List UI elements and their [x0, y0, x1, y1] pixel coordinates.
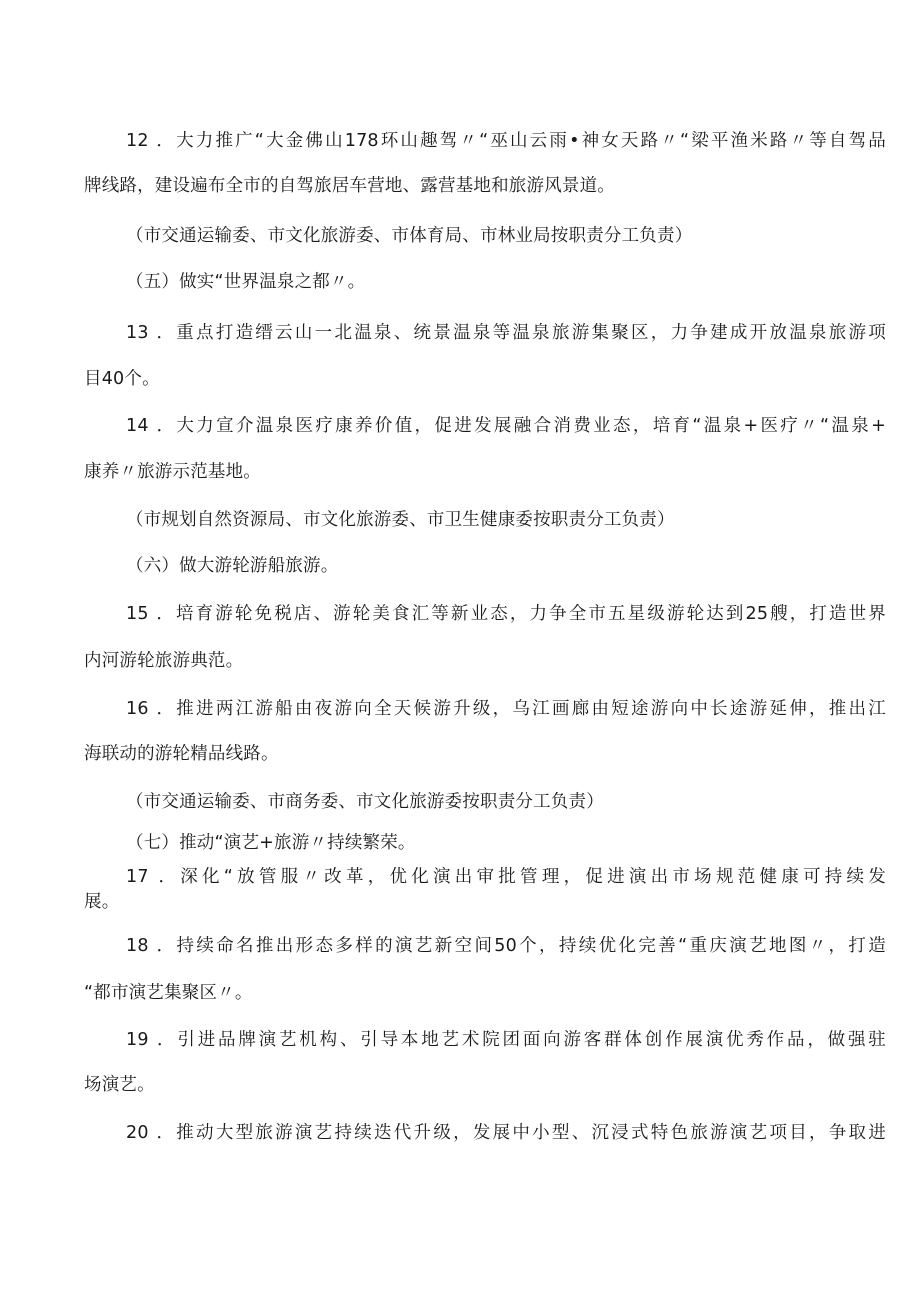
paragraph-13-line-2: 目40个。 — [84, 369, 160, 389]
paragraph-16-line-1: 16 ．推进两江游船由夜游向全天候游升级，乌江画廊由短途游向中长途游延伸，推出江 — [126, 699, 886, 719]
section-heading-5: （五）做实“世界温泉之都〃。 — [126, 272, 366, 292]
responsibility-note-2: （市规划自然资源局、市文化旅游委、市卫生健康委按职责分工负责） — [126, 510, 675, 530]
paragraph-19-line-2: 场演艺。 — [84, 1075, 155, 1095]
responsibility-note-1: （市交通运输委、市文化旅游委、市体育局、市林业局按职责分工负责） — [126, 226, 693, 246]
paragraph-12-line-1: 12 ．大力推广“大金佛山178环山趣驾〃“巫山云雨•神女天路〃“梁平渔米路〃等自驾品 — [126, 131, 886, 151]
paragraph-17-line-1: 17 ．深化“放管服〃改革，优化演出审批管理，促进演出市场规范健康可持续发 — [126, 867, 886, 887]
paragraph-17-line-2: 展。 — [84, 892, 120, 912]
section-heading-7: （七）推动“演艺+旅游〃持续繁荣。 — [126, 833, 416, 853]
paragraph-14-line-1: 14 ．大力宣介温泉医疗康养价值，促进发展融合消费业态，培育“温泉+医疗〃“温泉+ — [126, 416, 886, 436]
paragraph-15-line-1: 15 ．培育游轮免税店、游轮美食汇等新业态，力争全市五星级游轮达到25艘，打造世界 — [126, 604, 886, 624]
paragraph-16-line-2: 海联动的游轮精品线路。 — [84, 744, 279, 764]
paragraph-18-line-2: “都市演艺集聚区〃。 — [84, 983, 253, 1003]
section-heading-6: （六）做大游轮游船旅游。 — [126, 556, 339, 576]
paragraph-12-line-2: 牌线路，建设遍布全市的自驾旅居车营地、露营基地和旅游风景道。 — [84, 176, 615, 196]
responsibility-note-3: （市交通运输委、市商务委、市文化旅游委按职责分工负责） — [126, 792, 604, 812]
paragraph-18-line-1: 18 ．持续命名推出形态多样的演艺新空间50个，持续优化完善“重庆演艺地图〃，打造 — [126, 936, 886, 956]
paragraph-14-line-2: 康养〃旅游示范基地。 — [84, 462, 261, 482]
paragraph-13-line-1: 13 ．重点打造缙云山一北温泉、统景温泉等温泉旅游集聚区，力争建成开放温泉旅游项 — [126, 323, 886, 343]
paragraph-19-line-1: 19 ．引进品牌演艺机构、引导本地艺术院团面向游客群体创作展演优秀作品，做强驻 — [126, 1030, 886, 1050]
paragraph-20-line-1: 20 ．推动大型旅游演艺持续迭代升级，发展中小型、沉浸式特色旅游演艺项目，争取进 — [126, 1123, 886, 1143]
paragraph-15-line-2: 内河游轮旅游典范。 — [84, 651, 244, 671]
